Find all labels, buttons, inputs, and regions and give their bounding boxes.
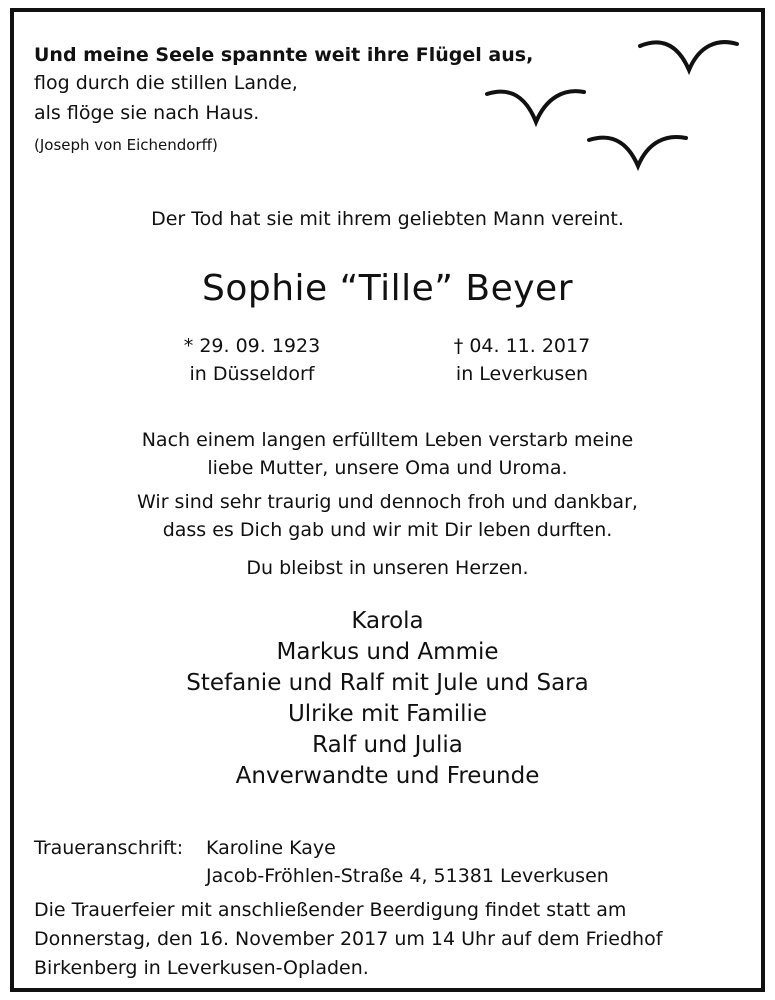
poem-line-2: flog durch die stillen Lande, — [34, 72, 298, 94]
intro-text: Der Tod hat sie mit ihrem geliebten Mann vereint. — [151, 208, 624, 230]
death-place: in Leverkusen — [455, 363, 589, 385]
family-member: Anverwandte und Freunde — [235, 763, 540, 789]
life-dates — [14, 332, 761, 396]
bird-icon — [586, 132, 690, 172]
family-member: Ralf und Julia — [312, 732, 463, 758]
death-date: † 04. 11. 2017 — [453, 335, 591, 357]
poem-line-1: Und meine Seele spannte weit ihre Flügel aus, — [34, 44, 534, 66]
bird-icon — [637, 36, 741, 76]
message-line: Nach einem langen erfülltem Leben verstarb meine — [141, 429, 634, 451]
address-label: Traueranschrift: — [34, 837, 184, 859]
family-member: Stefanie und Ralf mit Jule und Sara — [186, 670, 589, 696]
funeral-info-line: Donnerstag, den 16. November 2017 um 14 Uhr auf dem Friedhof — [34, 928, 663, 950]
family-member: Karola — [351, 608, 424, 634]
family-list — [14, 606, 761, 792]
message-line: dass es Dich gab und wir mit Dir leben durften. — [162, 519, 613, 541]
poem-line-3: als flöge sie nach Haus. — [34, 102, 260, 124]
funeral-info — [34, 896, 662, 983]
death-block — [412, 332, 632, 388]
message-line: Wir sind sehr traurig und dennoch froh und dankbar, — [137, 491, 638, 513]
bird-icon — [484, 86, 588, 128]
message-paragraph-1 — [14, 426, 761, 482]
obituary-notice — [10, 8, 765, 992]
funeral-info-line: Die Trauerfeier mit anschließender Beerdigung findet statt am — [34, 899, 627, 921]
address-street: Jacob-Fröhlen-Straße 4, 51381 Leverkusen — [206, 865, 609, 887]
birth-date: * 29. 09. 1923 — [183, 335, 321, 357]
message-paragraph-3: Du bleibst in unseren Herzen. — [246, 557, 529, 579]
address-name: Karoline Kaye — [206, 837, 336, 859]
birth-block — [142, 332, 362, 388]
family-member: Ulrike mit Familie — [287, 701, 488, 727]
funeral-info-line: Birkenberg in Leverkusen-Opladen. — [34, 957, 369, 979]
poem-attribution: (Joseph von Eichendorff) — [34, 136, 218, 154]
birth-place: in Düsseldorf — [189, 363, 315, 385]
family-member: Markus und Ammie — [276, 639, 499, 665]
message-line: liebe Mutter, unsere Oma und Uroma. — [207, 457, 568, 479]
deceased-name: Sophie “Tille” Beyer — [201, 268, 574, 309]
message-paragraph-2 — [14, 488, 761, 544]
